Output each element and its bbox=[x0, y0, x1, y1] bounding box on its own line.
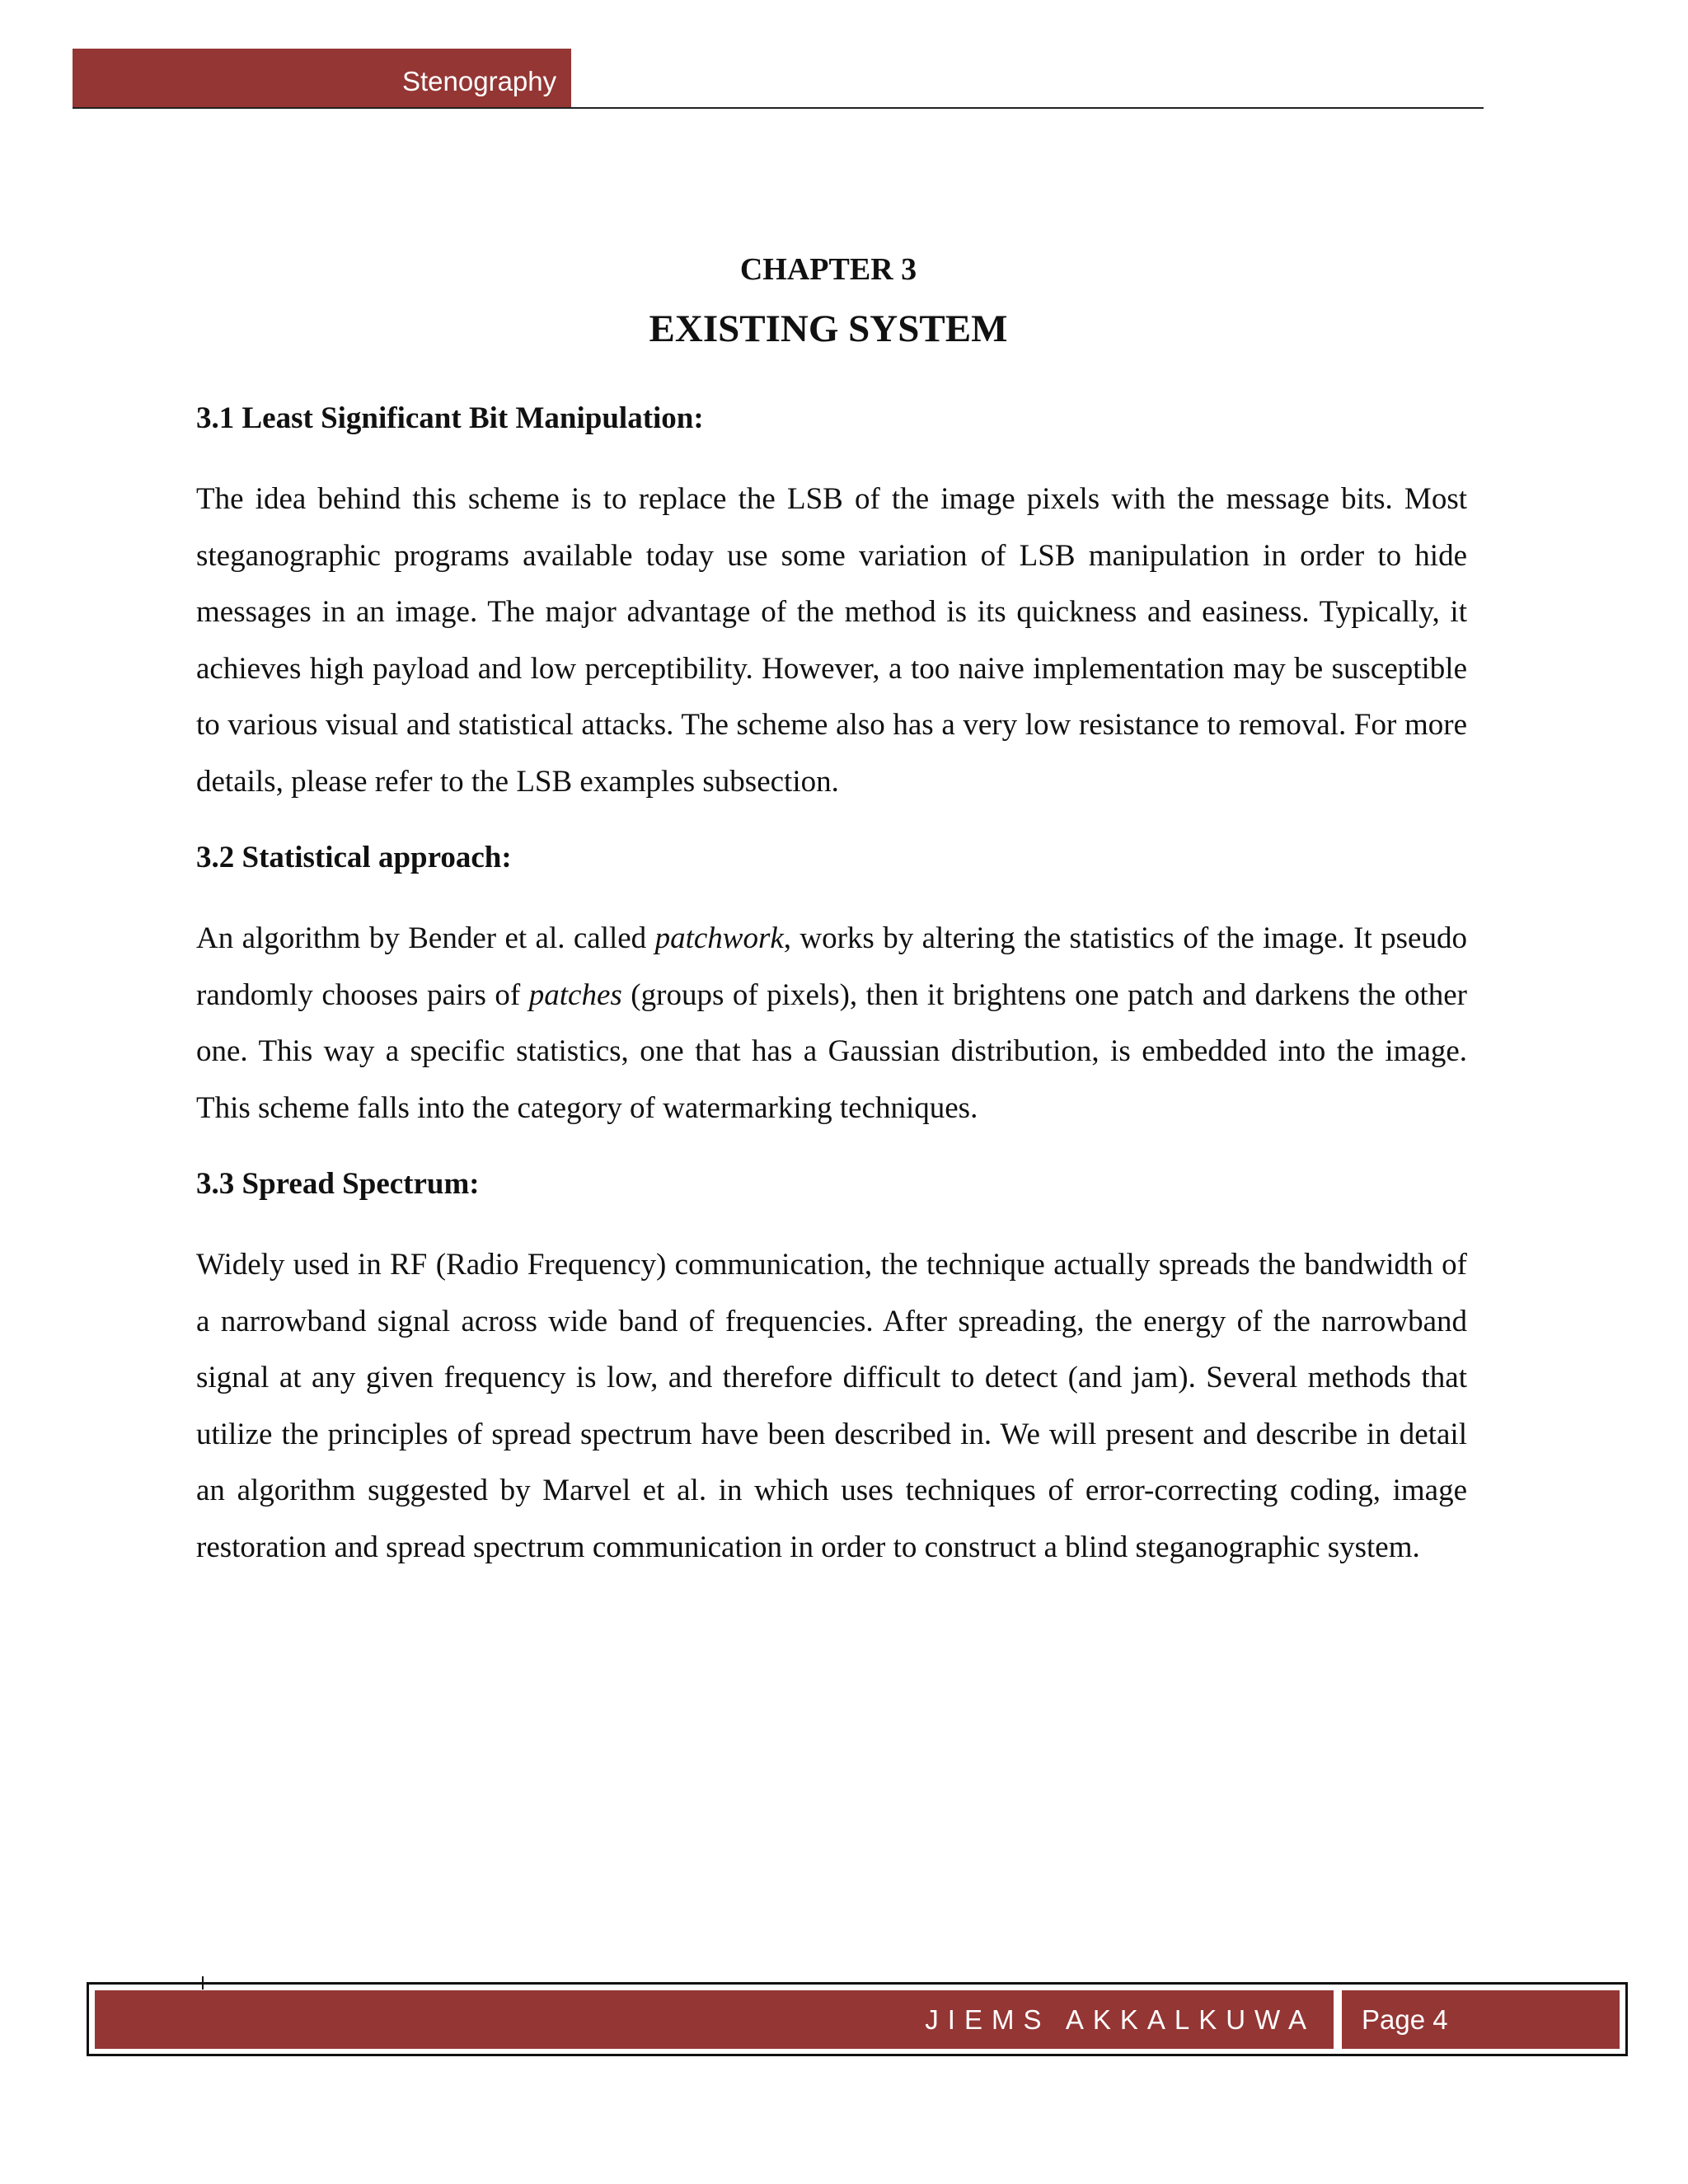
section-heading-3-3: 3.3 Spread Spectrum: bbox=[196, 1167, 480, 1201]
italic-term-patchwork: patchwork bbox=[654, 921, 784, 955]
paragraph-text: (groups of pixels), then it brightens one patch and darkens the other one. This way a specific statistics, one that has a Gaussian distribution, is embedded into the image. This scheme falls into the category of watermarking techniques. bbox=[196, 977, 1467, 1125]
italic-term-patches: patches bbox=[528, 977, 622, 1012]
header-title-tab bbox=[73, 49, 571, 108]
section-heading-3-2: 3.2 Statistical approach: bbox=[196, 841, 512, 874]
footer-institution-bar bbox=[95, 1990, 1334, 2049]
section-paragraph-3-1: The idea behind this scheme is to replace the LSB of the image pixels with the message bits. Most steganographic programs available today use some variation of LSB manipulation in order to hide messages in an image. The major advantage of the method is its quickness and easiness. Typically, it achieves high payload and low perceptibility. However, a too naive implementation may be susceptible to various visual and statistical attacks. The scheme also has a very low resistance to removal. For more details, please refer to the LSB examples subsection. bbox=[196, 482, 1467, 799]
document-body bbox=[196, 396, 1467, 1601]
footer-institution: JIEMS AKKALKUWA bbox=[925, 2004, 1315, 2035]
page-number: Page 4 bbox=[1362, 2004, 1448, 2035]
chapter-number: CHAPTER 3 bbox=[739, 252, 917, 287]
section-paragraph-3-2 bbox=[196, 911, 1467, 1137]
chapter-title: EXISTING SYSTEM bbox=[649, 307, 1008, 350]
paragraph-text: An algorithm by Bender et al. called bbox=[196, 921, 655, 955]
header-title: Stenography bbox=[402, 66, 557, 96]
section-paragraph-3-3: Widely used in RF (Radio Frequency) communication, the technique actually spreads the bandwidth of a narrowband signal across wide band of frequencies. After spreading, the energy of the narrowband signal at any given frequency is low, and therefore difficult to detect (and jam). Several methods that utilize the principles of spread spectrum have been described in. We will present and describe in detail an algorithm suggested by Marvel et al. in which uses techniques of error-correcting coding, image restoration and spread spectrum communication in order to construct a blind steganographic system. bbox=[196, 1248, 1467, 1564]
header-divider bbox=[73, 107, 1484, 109]
footer-page-box bbox=[1342, 1990, 1620, 2049]
section-heading-3-1: 3.1 Least Significant Bit Manipulation: bbox=[196, 401, 704, 435]
paragraph-text: , works by altering the statistics of the image. It pseudo randomly chooses pairs of bbox=[196, 921, 1467, 1012]
